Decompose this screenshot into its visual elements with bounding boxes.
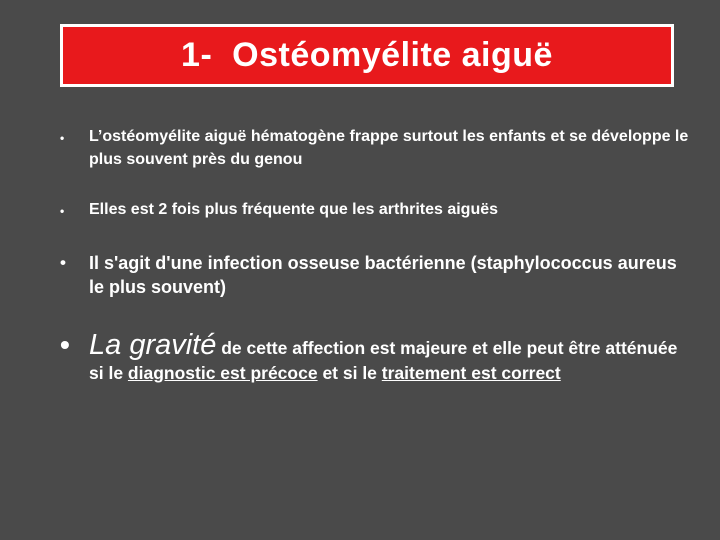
bullet-icon: •	[60, 329, 70, 360]
underlined-text: diagnostic est précoce	[127, 363, 318, 383]
bullet-text-part: et si le	[317, 363, 382, 383]
bullet-icon: •	[60, 204, 65, 218]
underlined-text: traitement est correct	[381, 363, 561, 383]
bullet-icon: •	[60, 253, 66, 272]
bullet-icon: •	[60, 131, 65, 145]
bullet-text-part: de cette affection est majeure et elle peut être atténuée si le	[89, 338, 678, 383]
bullet-text-2: Elles est 2 fois plus fréquente que les arthrites aiguës	[89, 201, 499, 218]
emphasis-text: La gravité	[89, 329, 217, 361]
slide-title: 1- Ostéomyélite aiguë	[181, 36, 553, 74]
title-banner	[60, 24, 674, 87]
bullet-text-4	[89, 329, 690, 386]
bullet-text-3: Il s'agit d'une infection osseuse bactérienne (staphylococcus aureus le plus souvent)	[89, 253, 677, 297]
bullet-text-1: L’ostéomyélite aiguë hématogène frappe surtout les enfants et se développe le plus souvent près du genou	[89, 128, 689, 168]
